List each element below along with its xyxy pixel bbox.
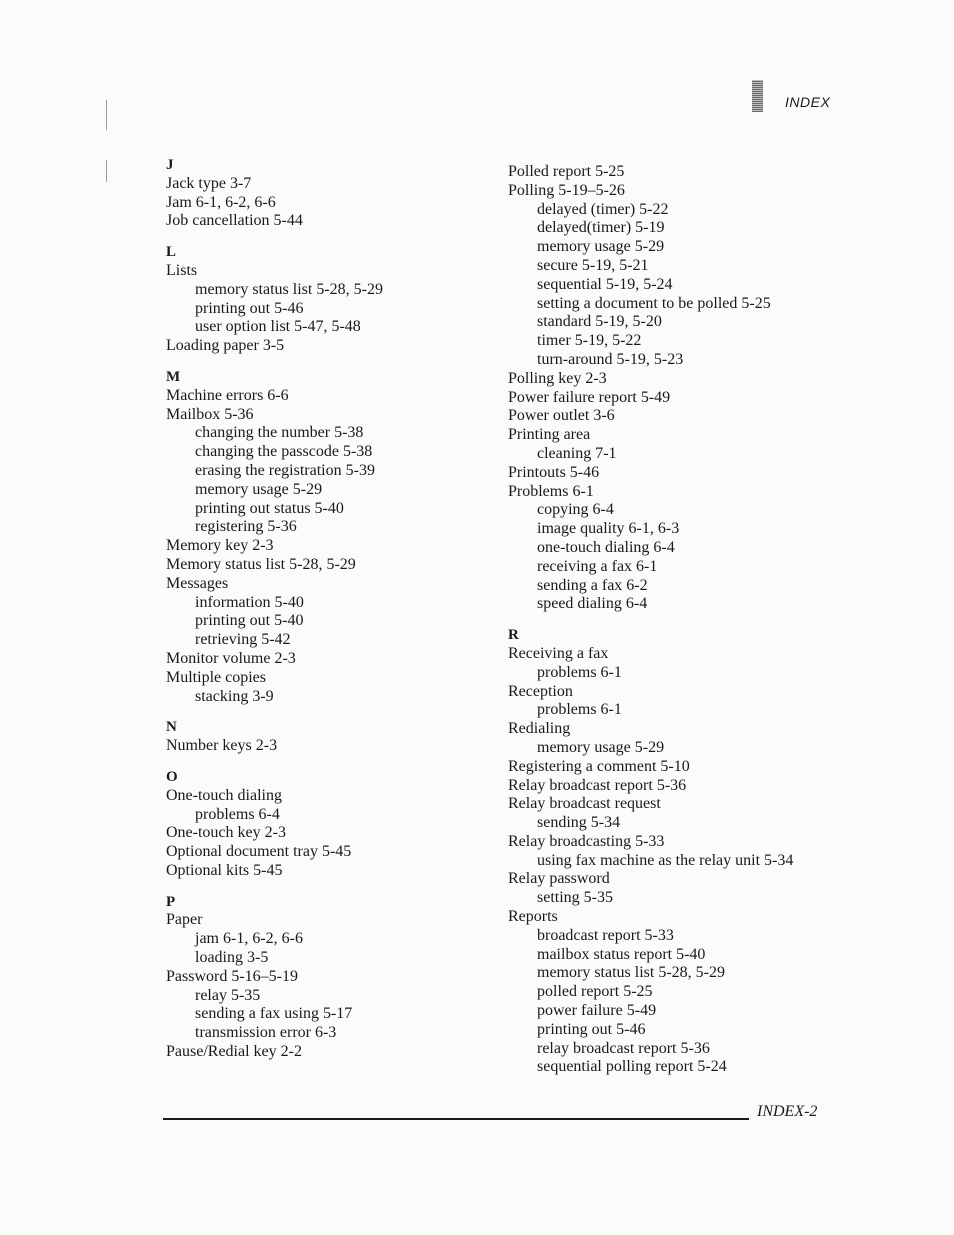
index-entry: Optional kits 5-45 [166,861,283,879]
index-section-letter: N [166,719,177,736]
index-entry: Jack type 3-7 [166,174,252,192]
index-subentry: sending 5-34 [537,814,621,832]
index-entry: Memory key 2-3 [166,537,274,555]
index-subentry: printing out status 5-40 [195,499,344,517]
index-subentry: memory usage 5-29 [537,238,665,256]
index-subentry: standard 5-19, 5-20 [537,313,662,331]
index-entry: Receiving a fax [508,644,609,662]
index-subentry: broadcast report 5-33 [537,926,674,944]
header-title: INDEX [785,94,831,110]
index-subentry: power failure 5-49 [537,1002,657,1020]
index-subentry: stacking 3-9 [195,687,274,705]
index-section-letter: P [166,893,176,910]
index-subentry: receiving a fax 6-1 [537,557,658,575]
index-subentry: jam 6-1, 6-2, 6-6 [195,930,303,948]
index-subentry: memory usage 5-29 [537,738,665,756]
index-entry: Messages [166,574,229,592]
index-subentry: loading 3-5 [195,949,269,967]
index-section-letter: O [166,768,178,785]
index-entry: Relay broadcasting 5-33 [508,832,665,850]
index-subentry: memory status list 5-28, 5-29 [537,964,725,982]
index-subentry: user option list 5-47, 5-48 [195,318,361,336]
index-subentry: setting 5-35 [537,889,613,907]
index-entry: One-touch dialing [166,786,282,804]
margin-mark [106,100,107,130]
index-entry: Pause/Redial key 2-2 [166,1043,302,1061]
index-subentry: image quality 6-1, 6-3 [537,520,680,538]
index-entry: Polling key 2-3 [508,369,607,387]
index-subentry: polled report 5-25 [537,983,653,1001]
index-entry: Reports [508,908,558,926]
index-subentry: sequential polling report 5-24 [537,1058,727,1076]
index-entry: Reception [508,682,573,700]
index-entry: Polled report 5-25 [508,163,625,180]
index-entry: Polling 5-19–5-26 [508,181,625,199]
index-entry: Relay broadcast report 5-36 [508,776,687,794]
index-subentry: printing out 5-46 [537,1020,646,1038]
index-subentry: using fax machine as the relay unit 5-34 [537,851,794,869]
footer-rule [163,1118,749,1120]
index-entry: Power outlet 3-6 [508,407,615,425]
index-column-left [166,156,496,1062]
index-subentry: delayed(timer) 5-19 [537,219,665,237]
index-subentry: memory status list 5-28, 5-29 [195,280,383,298]
index-entry: Problems 6-1 [508,482,594,500]
index-subentry: timer 5-19, 5-22 [537,332,642,350]
index-entry: Memory status list 5-28, 5-29 [166,555,356,573]
footer-page-number: INDEX-2 [757,1103,818,1120]
index-entry: Redialing [508,720,571,738]
index-subentry: retrieving 5-42 [195,631,291,649]
index-section-letter: J [166,157,174,173]
index-section-letter: L [166,244,177,261]
index-entry: Job cancellation 5-44 [166,212,303,230]
index-subentry: copying 6-4 [537,501,614,519]
index-subentry: problems 6-4 [195,805,280,823]
index-entry: Paper [166,911,203,929]
index-subentry: mailbox status report 5-40 [537,945,706,963]
index-entry: Password 5-16–5-19 [166,967,298,985]
index-subentry: printing out 5-46 [195,299,304,317]
index-entry: Jam 6-1, 6-2, 6-6 [166,193,276,211]
index-subentry: sending a fax using 5-17 [195,1005,353,1023]
index-column-right [508,163,848,1077]
index-subentry: registering 5-36 [195,518,297,536]
header-tab-marker [752,80,763,112]
index-entry: Number keys 2-3 [166,737,278,755]
index-entry: Power failure report 5-49 [508,388,671,406]
index-entry: Machine errors 6-6 [166,386,289,404]
index-entry: Relay broadcast request [508,795,661,813]
index-subentry: problems 6-1 [537,701,622,719]
index-subentry: setting a document to be polled 5-25 [537,294,771,312]
index-subentry: relay 5-35 [195,986,261,1004]
index-subentry: turn-around 5-19, 5-23 [537,350,684,368]
index-subentry: information 5-40 [195,593,304,611]
index-section-letter: R [508,627,519,644]
index-section-letter: M [166,368,181,385]
index-entry: Printouts 5-46 [508,463,600,481]
index-subentry: delayed (timer) 5-22 [537,200,669,218]
margin-mark [106,160,107,182]
index-subentry: erasing the registration 5-39 [195,461,375,479]
index-entry: Monitor volume 2-3 [166,649,296,667]
index-subentry: speed dialing 6-4 [537,595,648,613]
index-subentry: sending a fax 6-2 [537,576,648,594]
index-entry: Loading paper 3-5 [166,337,285,355]
index-subentry: secure 5-19, 5-21 [537,256,649,274]
index-subentry: problems 6-1 [537,663,622,681]
index-entry: Optional document tray 5-45 [166,843,352,861]
index-entry: One-touch key 2-3 [166,824,286,842]
index-entry: Relay password [508,870,610,888]
index-subentry: transmission error 6-3 [195,1024,337,1042]
index-subentry: cleaning 7-1 [537,444,617,462]
index-entry: Mailbox 5-36 [166,405,254,423]
index-subentry: changing the passcode 5-38 [195,443,373,461]
index-subentry: printing out 5-40 [195,612,304,630]
index-subentry: memory usage 5-29 [195,480,323,498]
index-entry: Lists [166,261,198,279]
index-subentry: one-touch dialing 6-4 [537,538,675,556]
index-subentry: relay broadcast report 5-36 [537,1039,710,1057]
index-entry: Multiple copies [166,668,266,686]
index-entry: Registering a comment 5-10 [508,757,690,775]
index-subentry: changing the number 5-38 [195,424,364,442]
index-subentry: sequential 5-19, 5-24 [537,275,673,293]
index-entry: Printing area [508,426,591,444]
